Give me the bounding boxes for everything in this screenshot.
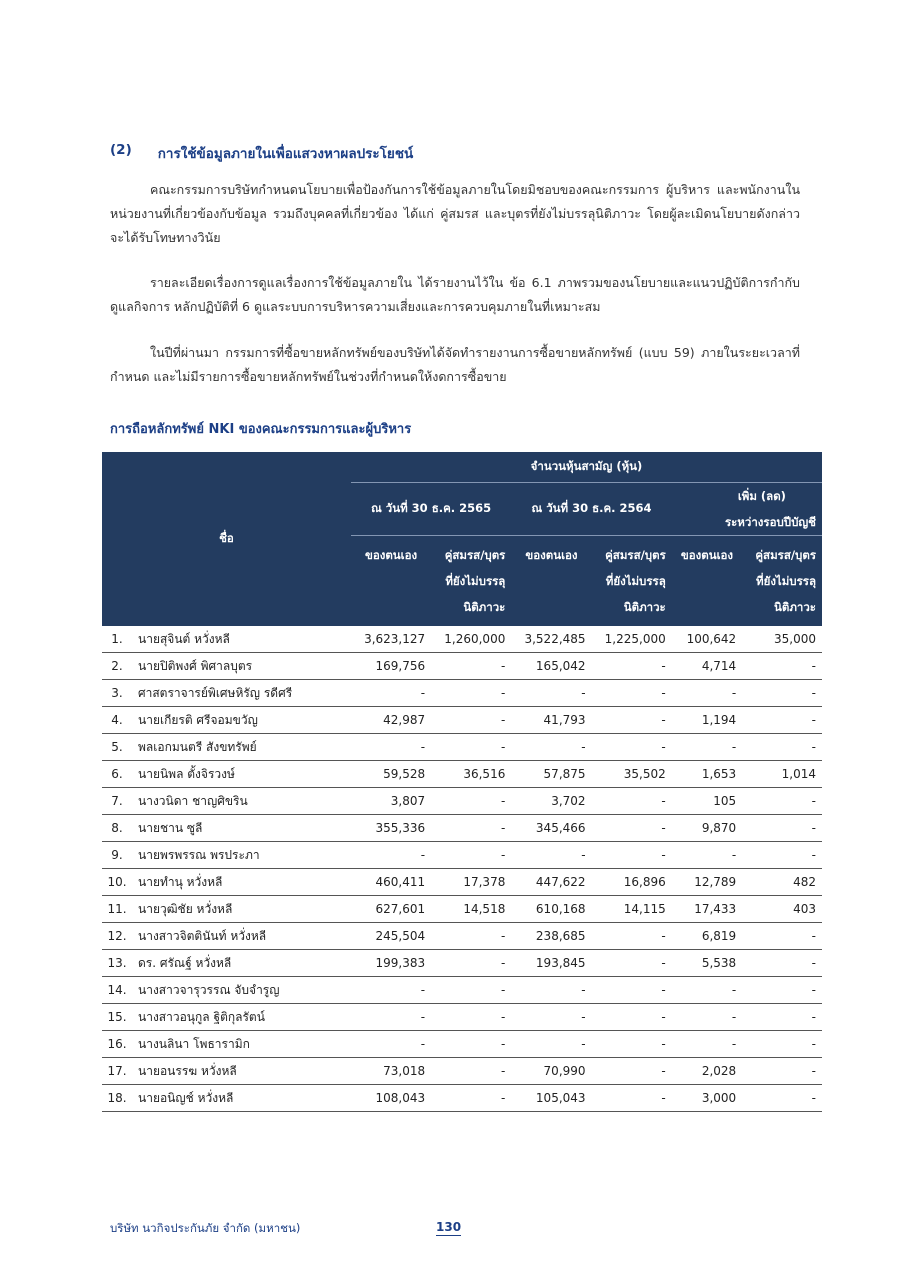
cell-own-change: 3,000 [672, 1085, 742, 1112]
cell-spouse-2564: - [592, 977, 672, 1004]
header-own-2564: ของตนเอง [511, 536, 591, 627]
header-group-change [672, 483, 822, 536]
cell-spouse-2564: - [592, 950, 672, 977]
row-number: 14. [102, 977, 138, 1004]
row-number: 4. [102, 707, 138, 734]
row-name: นางวนิดา ชาญศิขริน [138, 788, 351, 815]
table-row [102, 653, 822, 680]
cell-spouse-2564: 1,225,000 [592, 626, 672, 653]
table-title: การถือหลักทรัพย์ NKI ของคณะกรรมการและผู้บริหาร [110, 422, 412, 437]
header-name: ชื่อ [102, 452, 351, 626]
cell-own-change: 1,194 [672, 707, 742, 734]
cell-spouse-2564: - [592, 734, 672, 761]
table-row [102, 707, 822, 734]
cell-own-2565: 59,528 [351, 761, 431, 788]
table-row [102, 1004, 822, 1031]
cell-spouse-2565: - [431, 707, 511, 734]
table-row [102, 869, 822, 896]
row-number: 15. [102, 1004, 138, 1031]
cell-own-2565: 108,043 [351, 1085, 431, 1112]
cell-spouse-2564: - [592, 680, 672, 707]
cell-own-2564: - [511, 1031, 591, 1058]
cell-own-2564: - [511, 734, 591, 761]
cell-spouse-2565: - [431, 923, 511, 950]
row-number: 12. [102, 923, 138, 950]
header-spouse-line2: ที่ยังไม่บรรลุ [605, 574, 666, 588]
cell-own-2564: 165,042 [511, 653, 591, 680]
table-row [102, 734, 822, 761]
cell-own-change: 4,714 [672, 653, 742, 680]
cell-spouse-2565: 17,378 [431, 869, 511, 896]
table-row [102, 680, 822, 707]
section-number: (2) [110, 142, 132, 158]
row-name: นายชาน ซูลี [138, 815, 351, 842]
header-spouse-line3: นิติภาวะ [463, 600, 506, 614]
cell-own-2564: 57,875 [511, 761, 591, 788]
cell-spouse-2564: - [592, 788, 672, 815]
cell-spouse-2565: - [431, 977, 511, 1004]
cell-spouse-2564: 16,896 [592, 869, 672, 896]
table-row [102, 1031, 822, 1058]
cell-own-2564: 70,990 [511, 1058, 591, 1085]
cell-spouse-change: - [742, 653, 822, 680]
table-row [102, 788, 822, 815]
cell-own-change: 105 [672, 788, 742, 815]
cell-spouse-2565: - [431, 815, 511, 842]
cell-spouse-change: - [742, 977, 822, 1004]
cell-own-2565: - [351, 842, 431, 869]
row-name: นางนลินา โพธารามิก [138, 1031, 351, 1058]
cell-own-2565: 627,601 [351, 896, 431, 923]
row-number: 17. [102, 1058, 138, 1085]
cell-spouse-change: - [742, 1004, 822, 1031]
cell-spouse-change: 403 [742, 896, 822, 923]
cell-own-change: 2,028 [672, 1058, 742, 1085]
row-number: 2. [102, 653, 138, 680]
cell-own-2564: 238,685 [511, 923, 591, 950]
cell-own-2565: - [351, 734, 431, 761]
cell-own-2564: 41,793 [511, 707, 591, 734]
header-spouse-change [742, 536, 822, 627]
cell-own-2565: - [351, 1004, 431, 1031]
row-name: นายนิพล ตั้งจิรวงษ์ [138, 761, 351, 788]
cell-spouse-change: - [742, 950, 822, 977]
cell-spouse-2565: 36,516 [431, 761, 511, 788]
row-name: นายอนิญช์ หวั่งหลี [138, 1085, 351, 1112]
table-row [102, 626, 822, 653]
footer-company: บริษัท นวกิจประกันภัย จำกัด (มหาชน) [110, 1221, 301, 1235]
cell-own-2564: 447,622 [511, 869, 591, 896]
header-spouse-line3: นิติภาวะ [773, 600, 816, 614]
cell-spouse-change: 35,000 [742, 626, 822, 653]
cell-own-2564: 193,845 [511, 950, 591, 977]
row-number: 9. [102, 842, 138, 869]
row-number: 10. [102, 869, 138, 896]
paragraph-1: คณะกรรมการบริษัทกำหนดนโยบายเพื่อป้องกันการใช้ข้อมูลภายในโดยมิชอบของคณะกรรมการ ผู้บริหาร และพนักงานในหน่วยงานที่เกี่ยวข้องกับข้อมูล รวมถึงบุคคลที่เกี่ยวข้อง ได้แก่ คู่สมรส และบุตรที่ยังไม่บรรลุนิติภาวะ โดยผู้ละเมิดนโยบายดังกล่าวจะได้รับโทษทางวินัย [110, 182, 800, 245]
table-row [102, 896, 822, 923]
cell-spouse-2565: 14,518 [431, 896, 511, 923]
header-spouse-2564 [592, 536, 672, 627]
row-number: 13. [102, 950, 138, 977]
cell-spouse-2565: 1,260,000 [431, 626, 511, 653]
cell-own-2564: - [511, 842, 591, 869]
cell-own-change: - [672, 680, 742, 707]
cell-spouse-change: - [742, 842, 822, 869]
cell-own-2564: 610,168 [511, 896, 591, 923]
cell-own-2565: 3,807 [351, 788, 431, 815]
table-row [102, 950, 822, 977]
cell-spouse-change: - [742, 1058, 822, 1085]
cell-spouse-2564: - [592, 1058, 672, 1085]
row-name: ศาสตราจารย์พิเศษหิรัญ รดีศรี [138, 680, 351, 707]
header-main: จำนวนหุ้นสามัญ (หุ้น) [351, 452, 822, 483]
cell-own-2565: 42,987 [351, 707, 431, 734]
row-name: นางสาวจารุวรรณ จับจำรูญ [138, 977, 351, 1004]
cell-spouse-2565: - [431, 680, 511, 707]
cell-own-2565: 355,336 [351, 815, 431, 842]
paragraph-3: ในปีที่ผ่านมา กรรมการที่ซื้อขายหลักทรัพย์ของบริษัทได้จัดทำรายงานการซื้อขายหลักทรัพย์ (แบบ 59) ภายในระยะเวลาที่กำหนด และไม่มีรายการซื้อขายหลักทรัพย์ในช่วงที่กำหนดให้งดการซื้อขาย [110, 345, 800, 384]
row-name: นางสาวอนุกูล ฐิติกุลรัตน์ [138, 1004, 351, 1031]
row-name: นายสุจินต์ หวั่งหลี [138, 626, 351, 653]
cell-own-2565: 460,411 [351, 869, 431, 896]
cell-spouse-2565: - [431, 653, 511, 680]
row-name: นางสาวจิตตินันท์ หวั่งหลี [138, 923, 351, 950]
header-spouse-2565 [431, 536, 511, 627]
cell-own-change: 1,653 [672, 761, 742, 788]
cell-own-2564: 345,466 [511, 815, 591, 842]
header-spouse-line2: ที่ยังไม่บรรลุ [445, 574, 506, 588]
cell-spouse-change: - [742, 815, 822, 842]
header-change-line2: ระหว่างรอบปีบัญชี [724, 515, 816, 529]
header-spouse-line1: คู่สมรส/บุตร [444, 548, 506, 562]
cell-own-change: 100,642 [672, 626, 742, 653]
cell-spouse-2565: - [431, 842, 511, 869]
table-body [102, 626, 822, 1112]
cell-spouse-2564: 35,502 [592, 761, 672, 788]
header-spouse-line1: คู่สมรส/บุตร [755, 548, 816, 562]
cell-spouse-2565: - [431, 734, 511, 761]
table-row [102, 842, 822, 869]
cell-own-2565: - [351, 680, 431, 707]
row-name: พลเอกมนตรี สังขทรัพย์ [138, 734, 351, 761]
row-name: นายทำนุ หวั่งหลี [138, 869, 351, 896]
cell-spouse-change: - [742, 734, 822, 761]
row-name: นายเกียรติ ศรีจอมขวัญ [138, 707, 351, 734]
cell-spouse-2564: - [592, 815, 672, 842]
row-number: 7. [102, 788, 138, 815]
header-group-2565: ณ วันที่ 30 ธ.ค. 2565 [351, 483, 511, 536]
cell-own-change: 9,870 [672, 815, 742, 842]
cell-spouse-2565: - [431, 1004, 511, 1031]
cell-spouse-2565: - [431, 1058, 511, 1085]
cell-spouse-2564: - [592, 1085, 672, 1112]
row-name: นายวุฒิชัย หวั่งหลี [138, 896, 351, 923]
cell-spouse-change: - [742, 923, 822, 950]
row-number: 6. [102, 761, 138, 788]
cell-own-change: 17,433 [672, 896, 742, 923]
cell-spouse-2565: - [431, 1085, 511, 1112]
cell-own-2564: - [511, 977, 591, 1004]
cell-spouse-2564: - [592, 707, 672, 734]
row-name: นายพรพรรณ พรประภา [138, 842, 351, 869]
cell-spouse-2564: - [592, 1004, 672, 1031]
cell-own-change: - [672, 842, 742, 869]
row-name: นายอนรรฆ หวั่งหลี [138, 1058, 351, 1085]
cell-own-2565: 169,756 [351, 653, 431, 680]
cell-own-change: 12,789 [672, 869, 742, 896]
cell-spouse-2565: - [431, 788, 511, 815]
header-own-change: ของตนเอง [672, 536, 742, 627]
cell-spouse-change: 1,014 [742, 761, 822, 788]
table-row [102, 977, 822, 1004]
row-number: 3. [102, 680, 138, 707]
cell-spouse-change: 482 [742, 869, 822, 896]
page-number: 130 [436, 1220, 462, 1234]
cell-spouse-change: - [742, 680, 822, 707]
header-spouse-line1: คู่สมรส/บุตร [605, 548, 666, 562]
row-number: 11. [102, 896, 138, 923]
header-change-line1: เพิ่ม (ลด) [737, 489, 786, 503]
row-name: นายปิติพงศ์ พิศาลบุตร [138, 653, 351, 680]
cell-own-2565: 73,018 [351, 1058, 431, 1085]
table-row [102, 1085, 822, 1112]
cell-spouse-2565: - [431, 1031, 511, 1058]
row-number: 16. [102, 1031, 138, 1058]
cell-spouse-change: - [742, 788, 822, 815]
cell-own-change: - [672, 1004, 742, 1031]
cell-own-change: 6,819 [672, 923, 742, 950]
cell-own-2564: - [511, 680, 591, 707]
header-spouse-line2: ที่ยังไม่บรรลุ [756, 574, 816, 588]
row-name: ดร. ศรัณฐ์ หวั่งหลี [138, 950, 351, 977]
row-number: 8. [102, 815, 138, 842]
cell-own-2565: 3,623,127 [351, 626, 431, 653]
shareholding-table [102, 452, 822, 1112]
row-number: 18. [102, 1085, 138, 1112]
cell-own-2565: 245,504 [351, 923, 431, 950]
table-row [102, 923, 822, 950]
row-number: 5. [102, 734, 138, 761]
cell-spouse-change: - [742, 1031, 822, 1058]
header-spouse-line3: นิติภาวะ [623, 600, 666, 614]
cell-spouse-2565: - [431, 950, 511, 977]
cell-spouse-change: - [742, 707, 822, 734]
cell-spouse-2564: - [592, 653, 672, 680]
cell-own-change: - [672, 977, 742, 1004]
cell-own-2564: 105,043 [511, 1085, 591, 1112]
cell-own-2565: - [351, 977, 431, 1004]
section-title: การใช้ข้อมูลภายในเพื่อแสวงหาผลประโยชน์ [157, 146, 414, 162]
cell-spouse-2564: - [592, 1031, 672, 1058]
cell-spouse-2564: - [592, 842, 672, 869]
section-heading [110, 142, 413, 164]
cell-own-2564: 3,702 [511, 788, 591, 815]
cell-spouse-2564: 14,115 [592, 896, 672, 923]
cell-own-change: - [672, 734, 742, 761]
header-group-2564: ณ วันที่ 30 ธ.ค. 2564 [511, 483, 671, 536]
cell-own-2565: 199,383 [351, 950, 431, 977]
table-row [102, 761, 822, 788]
cell-own-change: 5,538 [672, 950, 742, 977]
table-row [102, 1058, 822, 1085]
cell-own-2564: - [511, 1004, 591, 1031]
row-number: 1. [102, 626, 138, 653]
cell-own-2564: 3,522,485 [511, 626, 591, 653]
paragraph-2: รายละเอียดเรื่องการดูแลเรื่องการใช้ข้อมูลภายใน ได้รายงานไว้ใน ข้อ 6.1 ภาพรวมของนโยบายและแนวปฏิบัติการกำกับดูแลกิจการ หลักปฏิบัติที่ 6 ดูแลระบบการบริหารความเสี่ยงและการควบคุมภายในที่เหมาะสม [110, 275, 800, 314]
cell-own-2565: - [351, 1031, 431, 1058]
cell-spouse-change: - [742, 1085, 822, 1112]
table-row [102, 815, 822, 842]
header-own-2565: ของตนเอง [351, 536, 431, 627]
cell-own-change: - [672, 1031, 742, 1058]
cell-spouse-2564: - [592, 923, 672, 950]
